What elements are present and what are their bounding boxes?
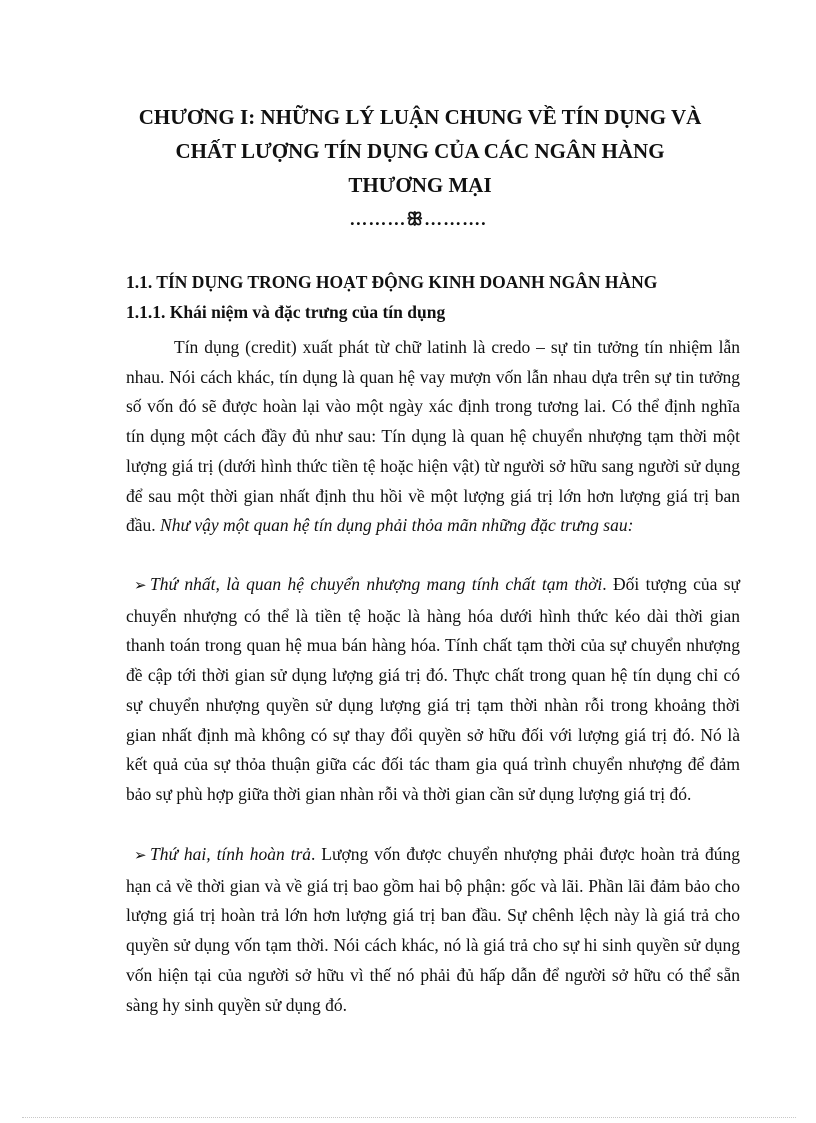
bullet-temporary-text: . Đối tượng của sự chuyển nhượng có thể là tiền tệ hoặc là hàng hóa dưới hình thức kéo dài thời gian thanh toán trong quan hệ mua bán hàng hóa. Tính chất tạm thời của sự chuyển nhượng đề cập tới thời gian sử dụng lượng giá trị đó. Thực chất trong quan hệ tín dụng chỉ có sự chuyển nhượng quyền sử dụng lượng giá trị tạm thời nhàn rỗi trong khoảng thời gian nhất định mà không có sự thay đổi quyền sở hữu đối với lượng giá trị đó. Nó là kết quả của sự thỏa thuận giữa các đối tác tham gia quá trình chuyển nhượng để đảm bảo sự phù hợp giữa thời gian nhàn rỗi và thời gian cần sử dụng lượng giá trị đó.	[126, 574, 740, 804]
chapter-title-line-2: CHẤT LƯỢNG TÍN DỤNG CỦA CÁC NGÂN HÀNG	[175, 139, 665, 163]
title-ornament-divider: ………ꕥ……….	[349, 209, 487, 229]
bullet-repayment-italic: Thứ hai, tính hoàn trả	[150, 844, 312, 864]
arrow-bullet-icon: ➢	[134, 848, 147, 864]
paragraph-definition-italic: Như vậy một quan hệ tín dụng phải thỏa mãn những đặc trưng sau:	[160, 515, 634, 536]
arrow-bullet-icon: ➢	[134, 578, 147, 594]
bullet-temporary-italic: Thứ nhất, là quan hệ chuyển nhượng mang tính chất tạm thời	[150, 574, 603, 594]
section-heading: 1.1. TÍN DỤNG TRONG HOẠT ĐỘNG KINH DOANH NGÂN HÀNG	[126, 272, 658, 292]
chapter-title-line-3: THƯƠNG MẠI	[348, 173, 492, 197]
paragraph-definition-text: Tín dụng (credit) xuất phát từ chữ latinh là credo – sự tin tưởng tín nhiệm lẫn nhau. Nói cách khác, tín dụng là quan hệ vay mượn vốn lẫn nhau dựa trên sự tin tưởng số vốn đó sẽ được hoàn lại vào một ngày xác định trong tương lai. Có thể định nghĩa tín dụng một cách đầy đủ như sau: Tín dụng là quan hệ chuyển nhượng tạm thời một lượng giá trị (dưới hình thức tiền tệ hoặc hiện vật) từ người sở hữu sang người sử dụng để sau một thời gian nhất định thu hồi về một lượng giá trị lớn hơn lượng giá trị ban đầu.	[126, 337, 740, 536]
bullet-paragraph-repayment	[126, 840, 740, 1020]
paragraph-definition	[126, 333, 740, 541]
chapter-title-line-1: CHƯƠNG I: NHỮNG LÝ LUẬN CHUNG VỀ TÍN DỤNG VÀ	[138, 105, 702, 129]
bullet-paragraph-temporary	[126, 570, 740, 810]
subsection-heading: 1.1.1. Khái niệm và đặc trưng của tín dụng	[126, 302, 446, 322]
chapter-title	[110, 100, 730, 202]
footer-dotted-divider	[22, 1117, 796, 1118]
bullet-repayment-text: . Lượng vốn được chuyển nhượng phải được hoàn trả đúng hạn cả về thời gian và về giá trị bao gồm hai bộ phận: gốc và lãi. Phần lãi đảm bảo cho lượng giá trị hoàn trả lớn hơn lượng giá trị ban đầu. Sự chênh lệch này là giá trả cho quyền sử dụng vốn tạm thời. Nói cách khác, nó là giá trả cho sự hi sinh quyền sử dụng vốn hiện tại của người sở hữu vì thế nó phải đủ hấp dẫn để người sở hữu có thể sẵn sàng hy sinh quyền sử dụng đó.	[126, 844, 740, 1015]
